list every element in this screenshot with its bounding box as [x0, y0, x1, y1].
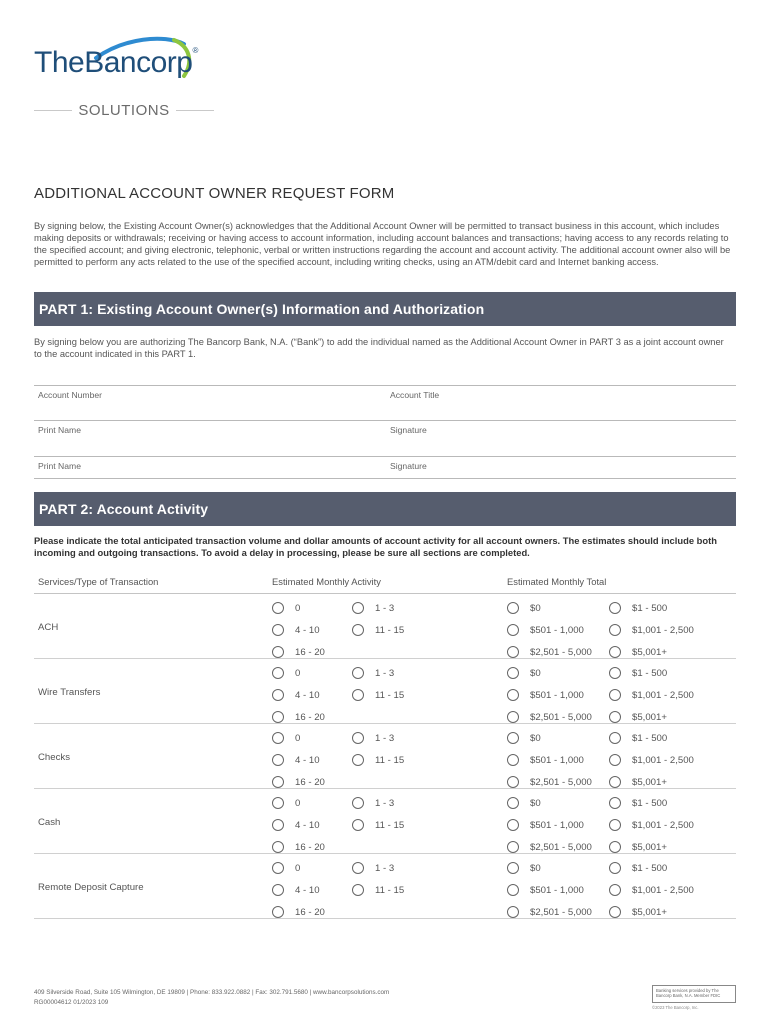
- total-option[interactable]: [609, 862, 667, 874]
- activity-option-label: 16 - 20: [295, 646, 325, 658]
- radio-button[interactable]: [609, 862, 621, 874]
- total-option-label: $0: [530, 797, 541, 809]
- account-number-field[interactable]: Account Number: [38, 390, 103, 400]
- total-option-label: $0: [530, 667, 541, 679]
- radio-button[interactable]: [609, 732, 621, 744]
- activity-option-label: 0: [295, 862, 301, 874]
- activity-option-label: 16 - 20: [295, 906, 325, 918]
- radio-button[interactable]: [507, 711, 519, 723]
- total-option[interactable]: [507, 754, 584, 766]
- total-option[interactable]: [507, 624, 584, 636]
- total-option[interactable]: [507, 906, 592, 918]
- total-option-label: $501 - 1,000: [530, 689, 584, 701]
- activity-option-label: 0: [295, 602, 301, 614]
- total-option[interactable]: [609, 776, 667, 788]
- activity-option-label: 16 - 20: [295, 711, 325, 723]
- activity-option[interactable]: [272, 906, 325, 918]
- activity-option-label: 11 - 15: [375, 624, 405, 636]
- total-option-label: $5,001+: [632, 906, 667, 918]
- total-option-label: $1 - 500: [632, 602, 668, 614]
- radio-button[interactable]: [609, 754, 621, 766]
- activity-option-label: 11 - 15: [375, 884, 405, 896]
- total-option[interactable]: [507, 602, 541, 614]
- logo-solutions: [34, 102, 214, 119]
- total-option[interactable]: [507, 646, 592, 658]
- radio-button[interactable]: [272, 624, 284, 636]
- radio-button[interactable]: [507, 906, 519, 918]
- radio-button[interactable]: [272, 776, 284, 788]
- total-option[interactable]: [507, 884, 584, 896]
- total-option[interactable]: [507, 862, 541, 874]
- divider: [34, 478, 736, 479]
- activity-option[interactable]: [352, 689, 404, 701]
- print-name-field[interactable]: Print Name: [38, 425, 81, 435]
- radio-button[interactable]: [609, 689, 621, 701]
- radio-button[interactable]: [352, 689, 364, 701]
- total-option[interactable]: [507, 776, 592, 788]
- part2-text: Please indicate the total anticipated transaction volume and dollar amounts of account activity for all account owners. The estimates should include both incoming and outgoing transactions. To avoid a delay in processing, please be sure all sections are completed.: [34, 535, 717, 558]
- total-option[interactable]: [609, 819, 694, 831]
- part1-text: By signing below you are authorizing The Bancorp Bank, N.A. (“Bank”) to add the individual named as the Additional Account Owner in PART 3 as a joint account owner to the account indicated in this PART 1.: [34, 337, 724, 359]
- activity-option-label: 0: [295, 732, 301, 744]
- radio-button[interactable]: [272, 884, 284, 896]
- radio-button[interactable]: [272, 689, 284, 701]
- total-option[interactable]: [507, 819, 584, 831]
- activity-option-label: 4 - 10: [295, 689, 320, 701]
- radio-button[interactable]: [272, 754, 284, 766]
- total-option-label: $501 - 1,000: [530, 624, 584, 636]
- activity-option-label: 4 - 10: [295, 884, 320, 896]
- service-row: [34, 659, 736, 724]
- total-option[interactable]: [507, 711, 592, 723]
- activity-option-label: 1 - 3: [375, 732, 395, 744]
- total-option-label: $2,501 - 5,000: [530, 906, 592, 918]
- field-row: [34, 385, 736, 421]
- activity-option[interactable]: [352, 667, 394, 679]
- total-option[interactable]: [609, 689, 694, 701]
- radio-button[interactable]: [507, 689, 519, 701]
- signature-field[interactable]: Signature: [390, 425, 427, 435]
- field-row: [34, 420, 736, 456]
- total-option-label: $501 - 1,000: [530, 819, 584, 831]
- radio-button[interactable]: [609, 624, 621, 636]
- activity-option[interactable]: [272, 711, 325, 723]
- activity-option[interactable]: [272, 819, 320, 831]
- radio-button[interactable]: [507, 732, 519, 744]
- signature-field[interactable]: Signature: [390, 461, 427, 471]
- total-option-label: $0: [530, 862, 541, 874]
- total-option-label: $2,501 - 5,000: [530, 841, 592, 853]
- radio-button[interactable]: [272, 667, 284, 679]
- radio-button[interactable]: [352, 667, 364, 679]
- total-option-label: $1 - 500: [632, 862, 668, 874]
- total-option-label: $2,501 - 5,000: [530, 776, 592, 788]
- total-option[interactable]: [507, 797, 541, 809]
- total-option[interactable]: [507, 732, 541, 744]
- radio-button[interactable]: [352, 797, 364, 809]
- radio-button[interactable]: [352, 862, 364, 874]
- total-option-label: $1,001 - 2,500: [632, 884, 694, 896]
- service-row: [34, 594, 736, 659]
- activity-option[interactable]: [352, 754, 404, 766]
- radio-button[interactable]: [507, 841, 519, 853]
- activity-option[interactable]: [272, 754, 320, 766]
- radio-button[interactable]: [609, 906, 621, 918]
- radio-button[interactable]: [272, 862, 284, 874]
- activity-option-label: 11 - 15: [375, 689, 405, 701]
- total-option-label: $1 - 500: [632, 667, 668, 679]
- total-option-label: $1,001 - 2,500: [632, 754, 694, 766]
- radio-button[interactable]: [352, 732, 364, 744]
- radio-button[interactable]: [609, 819, 621, 831]
- activity-option[interactable]: [272, 602, 300, 614]
- activity-option-label: 16 - 20: [295, 776, 325, 788]
- part1-heading: PART 1: Existing Account Owner(s) Information and Authorization: [34, 292, 736, 326]
- footer-code: RG00004612 01/2023 109: [34, 999, 109, 1006]
- activity-option[interactable]: [272, 862, 300, 874]
- activity-option[interactable]: [272, 841, 325, 853]
- service-name: Wire Transfers: [38, 687, 101, 698]
- radio-button[interactable]: [507, 646, 519, 658]
- total-option[interactable]: [609, 841, 667, 853]
- activity-option[interactable]: [352, 602, 394, 614]
- radio-button[interactable]: [272, 819, 284, 831]
- radio-button[interactable]: [507, 862, 519, 874]
- radio-button[interactable]: [609, 884, 621, 896]
- total-option-label: $501 - 1,000: [530, 754, 584, 766]
- activity-option[interactable]: [272, 646, 325, 658]
- activity-option-label: 16 - 20: [295, 841, 325, 853]
- total-option-label: $5,001+: [632, 776, 667, 788]
- activity-option[interactable]: [352, 732, 394, 744]
- activity-option-label: 4 - 10: [295, 754, 320, 766]
- radio-button[interactable]: [507, 884, 519, 896]
- radio-button[interactable]: [272, 797, 284, 809]
- activity-option[interactable]: [352, 884, 404, 896]
- activity-option-label: 11 - 15: [375, 754, 405, 766]
- activity-option[interactable]: [272, 667, 300, 679]
- service-name: Checks: [38, 752, 70, 763]
- total-option[interactable]: [507, 667, 541, 679]
- total-option[interactable]: [609, 884, 694, 896]
- total-option[interactable]: [609, 711, 667, 723]
- page-title: ADDITIONAL ACCOUNT OWNER REQUEST FORM: [34, 185, 395, 202]
- activity-option-label: 1 - 3: [375, 797, 395, 809]
- total-option-label: $1 - 500: [632, 797, 668, 809]
- copyright: ©2023 The Bancorp, Inc.: [652, 1005, 699, 1010]
- total-option-label: $0: [530, 732, 541, 744]
- radio-button[interactable]: [272, 602, 284, 614]
- radio-button[interactable]: [609, 776, 621, 788]
- radio-button[interactable]: [272, 841, 284, 853]
- total-option-label: $0: [530, 602, 541, 614]
- radio-button[interactable]: [352, 884, 364, 896]
- activity-option[interactable]: [272, 689, 320, 701]
- footer-address: 409 Silverside Road, Suite 105 Wilmington, DE 19809 | Phone: 833.922.0882 | Fax: 302.791.5680 | www.bancorpsolutions.com: [34, 989, 390, 996]
- radio-button[interactable]: [272, 711, 284, 723]
- activity-option-label: 1 - 3: [375, 667, 395, 679]
- activity-option[interactable]: [352, 797, 394, 809]
- radio-button[interactable]: [609, 841, 621, 853]
- activity-option-label: 1 - 3: [375, 602, 395, 614]
- radio-button[interactable]: [507, 776, 519, 788]
- part2-heading: PART 2: Account Activity: [34, 492, 736, 526]
- column-header-services: Services/Type of Transaction: [38, 576, 159, 587]
- bancorp-logo: [34, 36, 214, 126]
- total-option[interactable]: [609, 646, 667, 658]
- total-option[interactable]: [507, 841, 592, 853]
- total-option[interactable]: [609, 602, 667, 614]
- radio-button[interactable]: [272, 646, 284, 658]
- total-option-label: $5,001+: [632, 841, 667, 853]
- total-option-label: $5,001+: [632, 711, 667, 723]
- activity-option[interactable]: [352, 862, 394, 874]
- activity-option[interactable]: [272, 624, 320, 636]
- activity-option[interactable]: [272, 797, 300, 809]
- activity-option-label: 4 - 10: [295, 819, 320, 831]
- radio-button[interactable]: [507, 754, 519, 766]
- total-option-label: $5,001+: [632, 646, 667, 658]
- activity-option-label: 1 - 3: [375, 862, 395, 874]
- activity-option-label: 4 - 10: [295, 624, 320, 636]
- total-option[interactable]: [609, 906, 667, 918]
- column-header-activity: Estimated Monthly Activity: [272, 576, 381, 587]
- solutions-label: SOLUTIONS: [78, 102, 170, 119]
- radio-button[interactable]: [507, 624, 519, 636]
- column-header-total: Estimated Monthly Total: [507, 576, 607, 587]
- radio-button[interactable]: [272, 906, 284, 918]
- radio-button[interactable]: [609, 711, 621, 723]
- divider: [34, 110, 72, 111]
- radio-button[interactable]: [272, 732, 284, 744]
- total-option[interactable]: [507, 689, 584, 701]
- print-name-field[interactable]: Print Name: [38, 461, 81, 471]
- radio-button[interactable]: [352, 624, 364, 636]
- radio-button[interactable]: [352, 819, 364, 831]
- total-option[interactable]: [609, 667, 667, 679]
- radio-button[interactable]: [507, 797, 519, 809]
- radio-button[interactable]: [609, 797, 621, 809]
- fdic-notice: Banking services provided by The Bancorp Bank, N.A. Member FDIC: [652, 985, 736, 1003]
- activity-option[interactable]: [272, 884, 320, 896]
- total-option-label: $501 - 1,000: [530, 884, 584, 896]
- service-name: Cash: [38, 817, 61, 828]
- activity-option[interactable]: [272, 732, 300, 744]
- service-row: [34, 724, 736, 789]
- intro-paragraph: By signing below, the Existing Account Owner(s) acknowledges that the Additional Account Owner will be permitted to transact business in this account, which includes making deposits or withdrawals; receiving or having access to account information, including account balances and transactions; having access to any records relating to the specified account; and giving electronic, telephonic, verbal or written instructions regarding the account and account activity. The additional account owner also will be permitted to perform any acts related to the use of the specified account, including writing checks, using an ATM/debit card and Internet banking access.: [34, 221, 731, 267]
- total-option-label: $1,001 - 2,500: [632, 819, 694, 831]
- radio-button[interactable]: [507, 819, 519, 831]
- logo-wordmark: TheBancorp®: [34, 46, 198, 79]
- radio-button[interactable]: [609, 646, 621, 658]
- total-option-label: $2,501 - 5,000: [530, 646, 592, 658]
- radio-button[interactable]: [352, 602, 364, 614]
- service-row: [34, 789, 736, 854]
- radio-button[interactable]: [609, 602, 621, 614]
- activity-option[interactable]: [352, 624, 404, 636]
- radio-button[interactable]: [352, 754, 364, 766]
- total-option[interactable]: [609, 754, 694, 766]
- total-option[interactable]: [609, 797, 667, 809]
- activity-option-label: 11 - 15: [375, 819, 405, 831]
- total-option-label: $1 - 500: [632, 732, 668, 744]
- activity-option[interactable]: [272, 776, 325, 788]
- footer: [34, 988, 389, 1008]
- radio-button[interactable]: [507, 602, 519, 614]
- activity-option-label: 0: [295, 797, 301, 809]
- total-option[interactable]: [609, 624, 694, 636]
- total-option-label: $1,001 - 2,500: [632, 624, 694, 636]
- service-row: [34, 854, 736, 919]
- divider: [176, 110, 214, 111]
- service-name: ACH: [38, 622, 59, 633]
- total-option-label: $1,001 - 2,500: [632, 689, 694, 701]
- service-name: Remote Deposit Capture: [38, 882, 144, 893]
- activity-option-label: 0: [295, 667, 301, 679]
- total-option[interactable]: [609, 732, 667, 744]
- total-option-label: $2,501 - 5,000: [530, 711, 592, 723]
- radio-button[interactable]: [507, 667, 519, 679]
- radio-button[interactable]: [609, 667, 621, 679]
- account-title-field[interactable]: Account Title: [390, 390, 440, 400]
- activity-option[interactable]: [352, 819, 404, 831]
- field-row: [34, 456, 736, 492]
